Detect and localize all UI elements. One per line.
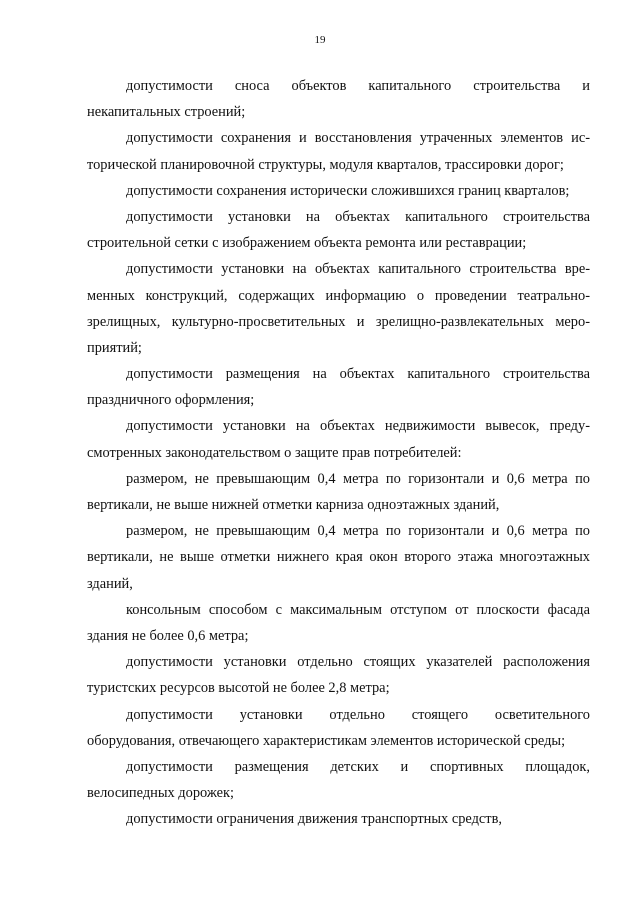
text-line: допустимости установки на объектах капитального строительства вре- xyxy=(126,261,590,278)
text-line: допустимости установки отдельно стоящих указателей расположения xyxy=(126,654,590,671)
paragraph xyxy=(87,466,590,518)
text-line: консольным способом с максимальным отступом от плоскости фасада xyxy=(126,601,590,618)
paragraph xyxy=(87,125,590,177)
text-line: праздничного оформления; xyxy=(87,392,255,409)
text-line: менных конструкций, содержащих информацию о проведении театрально- xyxy=(87,287,590,304)
text-line: некапитальных строений; xyxy=(87,104,246,121)
text-line: допустимости установки отдельно стоящего осветительного xyxy=(126,706,590,723)
text-line: приятий; xyxy=(87,339,142,356)
text-line: допустимости сноса объектов капитального строительства и xyxy=(126,78,590,94)
text-line: туристских ресурсов высотой не более 2,8 метра; xyxy=(87,680,390,697)
paragraph xyxy=(87,518,590,597)
text-line: вертикали, не выше нижней отметки карниза одноэтажных зданий, xyxy=(87,497,500,513)
paragraph xyxy=(87,73,590,125)
text-line: зданий, xyxy=(87,575,133,592)
text-line: допустимости ограничения движения транспортных средств, xyxy=(126,811,502,828)
text-line: здания не более 0,6 метра; xyxy=(87,627,249,644)
paragraph xyxy=(87,361,590,413)
paragraph xyxy=(87,702,590,754)
text-line: зрелищных, культурно-просветительных и зрелищно-развлекательных меро- xyxy=(87,313,590,330)
text-line: допустимости сохранения и восстановления утраченных элементов ис- xyxy=(126,130,590,147)
text-line: вертикали, не выше отметки нижнего края окон второго этажа многоэтажных xyxy=(87,549,590,566)
text-line: допустимости установки на объектах недвижимости вывесок, преду- xyxy=(126,418,590,435)
text-line: торической планировочной структуры, модуля кварталов, трассировки дорог; xyxy=(87,156,564,173)
paragraph xyxy=(87,649,590,701)
paragraph xyxy=(87,754,590,806)
paragraph xyxy=(87,413,590,465)
text-line: размером, не превышающим 0,4 метра по горизонтали и 0,6 метра по xyxy=(126,470,590,487)
text-line: допустимости сохранения исторически сложившихся границ кварталов; xyxy=(126,182,570,199)
text-line: допустимости установки на объектах капитального строительства xyxy=(126,208,590,225)
text-line: велосипедных дорожек; xyxy=(87,785,234,802)
text-line: строительной сетки с изображением объекта ремонта или реставрации; xyxy=(87,235,527,252)
text-line: допустимости размещения детских и спортивных площадок, xyxy=(126,758,590,775)
paragraph xyxy=(87,256,590,361)
text-line: допустимости размещения на объектах капитального строительства xyxy=(126,366,590,383)
text-line: размером, не превышающим 0,4 метра по горизонтали и 0,6 метра по xyxy=(126,523,590,540)
page-number: 19 xyxy=(314,34,326,46)
paragraph xyxy=(87,178,590,204)
paragraph xyxy=(87,597,590,649)
paragraph xyxy=(87,806,590,832)
text-line: смотренных законодательством о защите прав потребителей: xyxy=(87,444,462,461)
paragraph xyxy=(87,204,590,256)
document-body xyxy=(87,73,590,832)
text-line: оборудования, отвечающего характеристикам элементов исторической среды; xyxy=(87,732,566,749)
